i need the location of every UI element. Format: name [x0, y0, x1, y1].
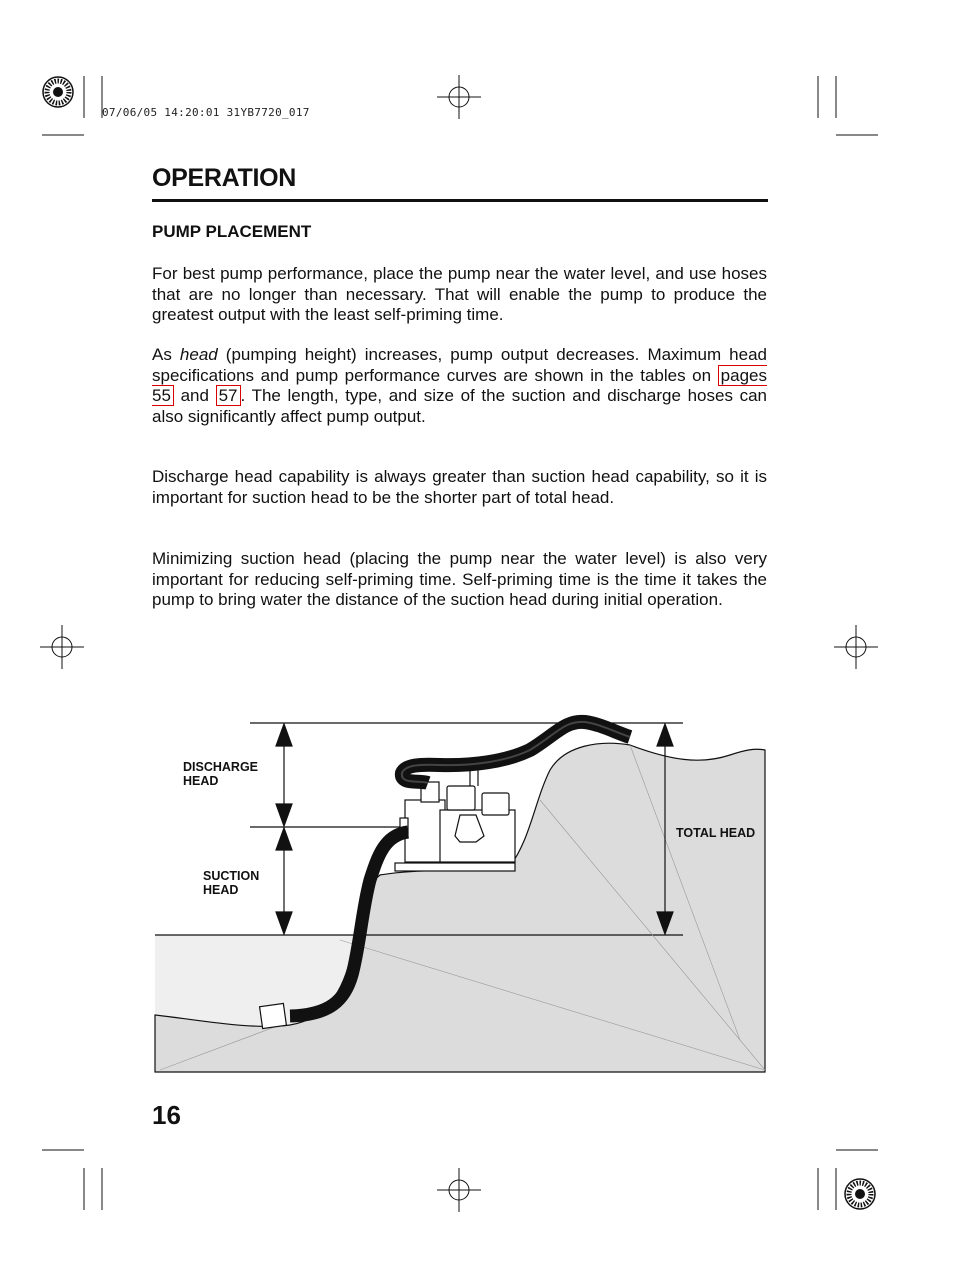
head-term: head — [179, 345, 218, 364]
suction-strainer — [260, 1003, 287, 1028]
suction-head-label — [203, 869, 259, 897]
page-number: 16 — [152, 1100, 181, 1130]
pages-55-link[interactable]: pages 55 — [152, 365, 767, 405]
suction-head-label-line1: SUCTION — [203, 869, 260, 883]
suction-head-label-line2: HEAD — [203, 883, 239, 897]
paragraph-3: Discharge head capability is always greater than suction head capability, so it is important for suction head to be the shorter part of total head. — [152, 467, 767, 507]
paragraph-2-and: and — [173, 386, 216, 405]
page-title: OPERATION — [152, 164, 297, 192]
discharge-head-arrow — [276, 724, 292, 826]
print-code: 07/06/05 14:20:01 31YB7720_017 — [102, 106, 310, 119]
paragraph-2-start: As — [152, 345, 180, 364]
suction-head-arrow — [276, 828, 292, 934]
paragraph-4: Minimizing suction head (placing the pump near the water level) is also very important for reducing self-priming time. Self-priming time is the time it takes the pump to bring water the distance of the suction head during initial operation. — [152, 549, 767, 609]
total-head-label: TOTAL HEAD — [676, 826, 756, 840]
paragraph-2-end: . The length, type, and size of the suction and discharge hoses can also significantly affect pump output. — [152, 386, 768, 426]
discharge-head-label-line2: HEAD — [183, 774, 219, 788]
section-subheading: PUMP PLACEMENT — [152, 222, 312, 241]
paragraph-1: For best pump performance, place the pump near the water level, and use hoses that are no longer than necessary. That will enable the pump to produce the greatest output with the least self-priming time. — [152, 264, 767, 324]
discharge-head-label — [183, 760, 258, 788]
pump-base — [395, 863, 515, 871]
discharge-head-label-line1: DISCHARGE — [183, 760, 259, 774]
page-57-link[interactable]: 57 — [216, 385, 241, 406]
paragraph-2-mid: (pumping height) increases, pump output decreases. Maximum head specifications and pump performance curves are shown in the tables on — [152, 345, 767, 385]
